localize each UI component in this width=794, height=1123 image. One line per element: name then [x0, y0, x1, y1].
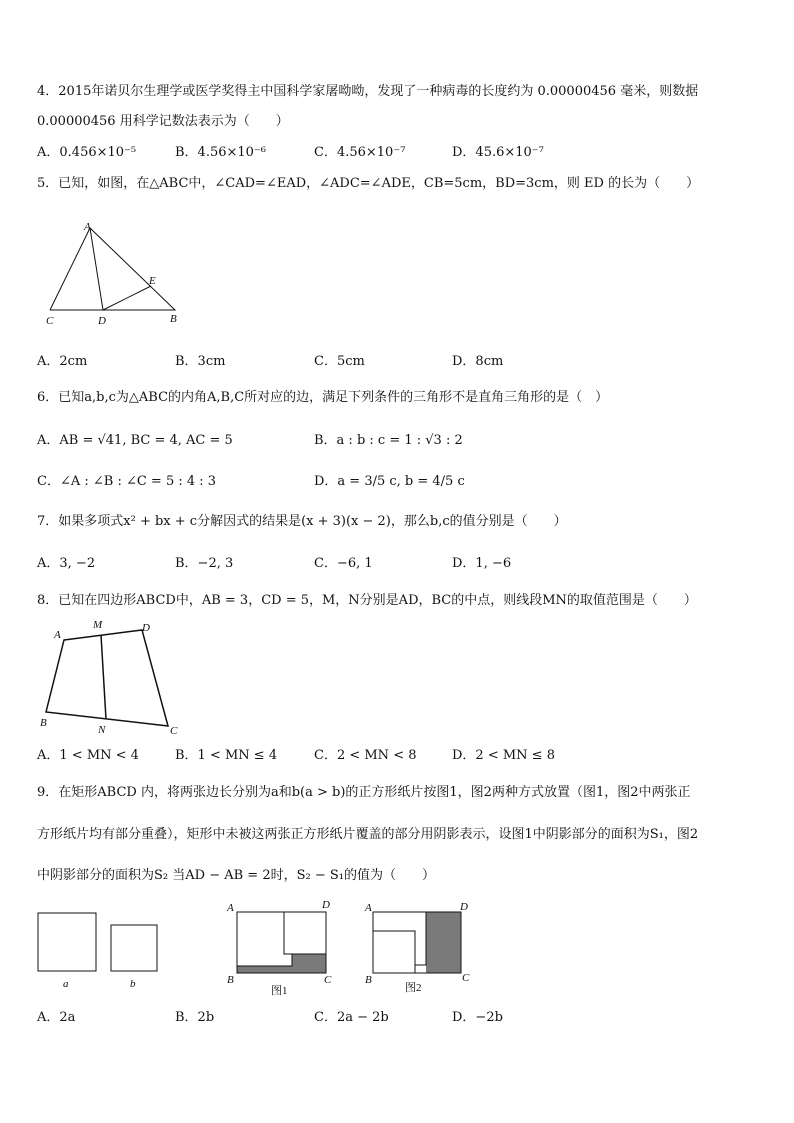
q8-quadrilateral-figure	[36, 620, 186, 740]
q9-figures	[30, 895, 480, 1000]
q8-option-d: D．2 < MN ≤ 8	[452, 748, 555, 763]
q6-option-b: B．a : b : c = 1 : √3 : 2	[314, 433, 463, 448]
q9-line1: 9．在矩形ABCD 内，将两张边长分别为a和b(a > b)的正方形纸片按图1，图2两种方式放置（图1，图2中两张正	[37, 785, 691, 800]
q4-option-c: C．4.56×10⁻⁷	[314, 145, 406, 160]
q5-label-b: B	[170, 313, 177, 325]
q9-line3: 中阴影部分的面积为S₂ 当AD − AB = 2时，S₂ − S₁的值为（ ）	[37, 868, 435, 883]
q9-fig1-square-b	[284, 912, 326, 954]
q5-label-a: A	[84, 221, 91, 233]
q9-option-a: A．2a	[37, 1010, 76, 1025]
q8-option-c: C．2 < MN < 8	[314, 748, 417, 763]
q7-option-b: B．−2, 3	[175, 556, 234, 571]
q5-stem: 5．已知，如图，在△ABC中，∠CAD=∠EAD，∠ADC=∠ADE，CB=5cm，BD=3cm，则 ED 的长为（ ）	[37, 176, 700, 191]
q5-option-b: B．3cm	[175, 354, 226, 369]
q9-fig2-square-b	[373, 931, 415, 973]
q7-option-d: D．1, −6	[452, 556, 512, 571]
q8-option-a: A．1 < MN < 4	[37, 748, 139, 763]
q9-figure-2	[364, 901, 470, 994]
q5-segment-ad	[90, 228, 103, 310]
q5-option-c: C．5cm	[314, 354, 365, 369]
q8-label-n: N	[98, 724, 106, 736]
q5-label-c: C	[46, 315, 54, 327]
q5-segment-de	[103, 286, 151, 310]
q9-fig2-label-c: C	[462, 972, 470, 984]
q9-line2: 方形纸片均有部分重叠），矩形中未被这两张正方形纸片覆盖的部分用阴影表示，设图1中阴影部分的面积为S₁，图2	[37, 827, 699, 842]
q9-fig2-label-d: D	[460, 901, 468, 913]
q8-segment-mn	[101, 635, 106, 719]
q9-fig1-label-b: B	[227, 974, 234, 986]
q5-option-a: A．2cm	[37, 354, 88, 369]
q8-option-b: B．1 < MN ≤ 4	[175, 748, 278, 763]
q6-option-a: A．AB = √41, BC = 4, AC = 5	[37, 433, 233, 448]
q9-square-b	[111, 925, 157, 971]
q9-option-d: D．−2b	[452, 1010, 503, 1025]
q6-option-d: D．a = 3/5 c, b = 4/5 c	[314, 474, 465, 489]
q9-fig2-label-a: A	[365, 902, 372, 914]
q8-label-d: D	[142, 622, 150, 634]
q5-triangle-abc	[50, 228, 175, 310]
q9-fig1-caption: 图1	[271, 985, 288, 997]
q8-label-a: A	[54, 629, 61, 641]
q5-option-d: D．8cm	[452, 354, 504, 369]
q4-option-d: D．45.6×10⁻⁷	[452, 145, 544, 160]
q8-label-b: B	[40, 717, 47, 729]
q9-label-b: b	[130, 978, 136, 990]
q9-fig1-label-c: C	[324, 974, 332, 986]
q9-option-b: B．2b	[175, 1010, 215, 1025]
q9-fig1-label-a: A	[227, 902, 234, 914]
q9-fig2-label-b: B	[365, 974, 372, 986]
q9-fig1-label-d: D	[322, 899, 330, 911]
q4-line2: 0.00000456 用科学记数法表示为（ ）	[37, 114, 289, 129]
q9-figure-1	[226, 899, 332, 997]
q9-fig1-shade-right	[292, 953, 326, 966]
q6-stem: 6．已知a,b,c为△ABC的内角A,B,C所对应的边，满足下列条件的三角形不是直角三角形的是（ ）	[37, 390, 609, 405]
q9-fig2-caption: 图2	[405, 982, 422, 994]
q4-option-b: B．4.56×10⁻⁶	[175, 145, 267, 160]
q9-square-a	[38, 913, 96, 971]
q9-option-c: C．2a − 2b	[314, 1010, 389, 1025]
q6-option-c: C．∠A : ∠B : ∠C = 5 : 4 : 3	[37, 474, 217, 489]
q7-option-c: C．−6, 1	[314, 556, 373, 571]
q8-label-m: M	[93, 620, 103, 631]
q8-stem: 8．已知在四边形ABCD中，AB = 3，CD = 5，M，N分别是AD，BC的中点，则线段MN的取值范围是（ ）	[37, 593, 697, 608]
q7-option-a: A．3, −2	[37, 556, 96, 571]
q4-line1: 4．2015年诺贝尔生理学或医学奖得主中国科学家屠呦呦，发现了一种病毒的长度约为 0.00000456 毫米，则数据	[37, 84, 699, 99]
q4-option-a: A．0.456×10⁻⁵	[37, 145, 137, 160]
q9-label-a: a	[63, 978, 69, 990]
q8-quadrilateral-abcd	[46, 630, 168, 726]
q5-label-d: D	[98, 315, 106, 327]
q9-fig1-shade-bottom	[237, 966, 326, 973]
q5-triangle-figure	[40, 218, 190, 330]
q9-fig2-shade-right	[426, 912, 461, 973]
q8-label-c: C	[170, 725, 178, 737]
q5-label-e: E	[149, 275, 156, 287]
q7-stem: 7．如果多项式x² + bx + c分解因式的结果是(x + 3)(x − 2)，那么b,c的值分别是（ ）	[37, 514, 567, 529]
